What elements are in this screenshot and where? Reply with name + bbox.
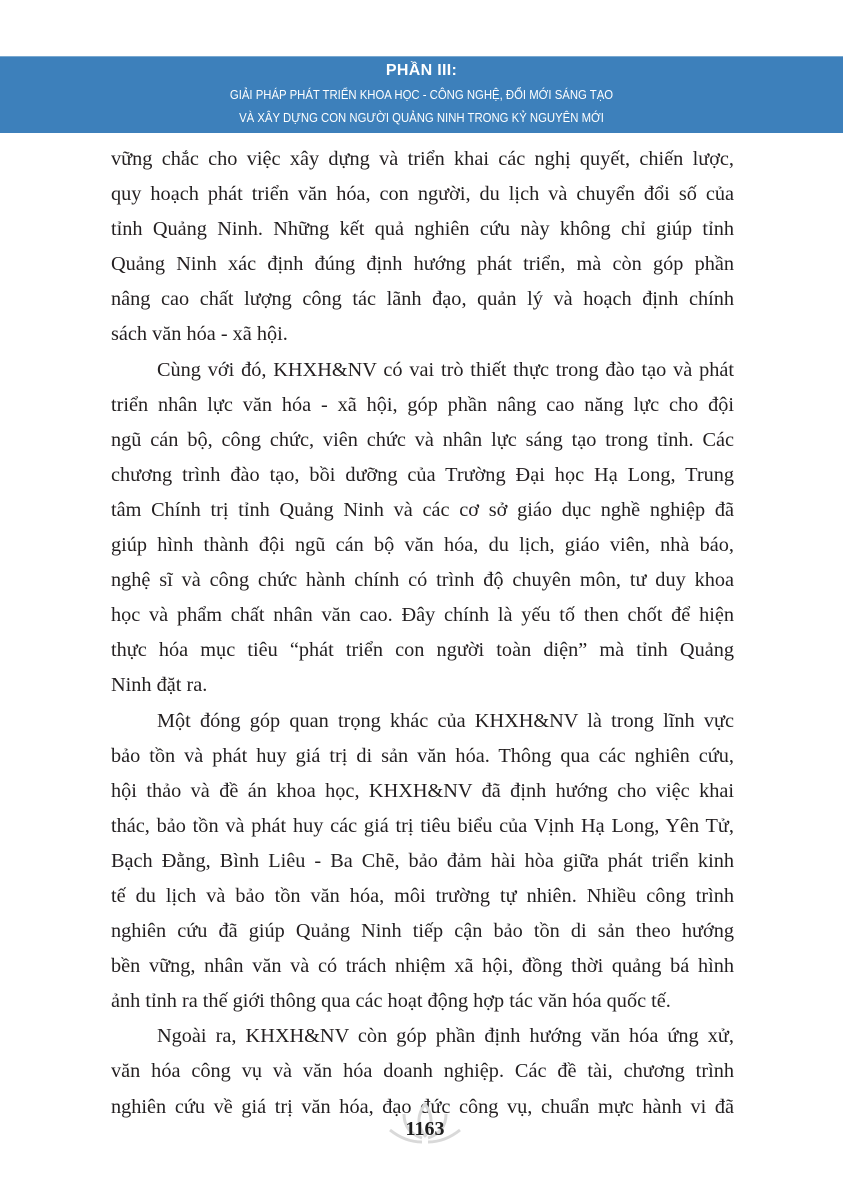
paragraph-2 [111, 353, 734, 704]
text-line: bảo tồn và phát huy giá trị di sản văn hóa. Thông qua các nghiên cứu, [111, 744, 734, 767]
text-line: nghệ sĩ và công chức hành chính có trình độ chuyên môn, tư duy khoa [111, 569, 734, 592]
text-line: tâm Chính trị tỉnh Quảng Ninh và các cơ sở giáo dục nghề nghiệp đã [111, 498, 734, 521]
body-text [111, 142, 734, 1125]
text-line: Ninh đặt ra. [111, 674, 208, 697]
text-line: quy hoạch phát triển văn hóa, con người, du lịch và chuyển đổi số của [111, 183, 734, 206]
part-subtitle-line-1: GIẢI PHÁP PHÁT TRIỂN KHOA HỌC - CÔNG NGHỆ, ĐỔI MỚI SÁNG TẠO [229, 87, 614, 102]
text-line: giúp hình thành đội ngũ cán bộ văn hóa, du lịch, giáo viên, nhà báo, [111, 534, 734, 557]
page-number: 1163 [405, 1118, 445, 1140]
text-line: thực hóa mục tiêu “phát triển con người toàn diện” mà tỉnh Quảng [111, 639, 734, 662]
text-line: triển nhân lực văn hóa - xã hội, góp phần nâng cao năng lực cho đội [111, 393, 734, 416]
text-line: nâng cao chất lượng công tác lãnh đạo, quản lý và hoạch định chính [111, 288, 734, 311]
text-line: ngũ cán bộ, công chức, viên chức và nhân lực sáng tạo trong tỉnh. Các [111, 428, 734, 451]
text-line: bền vững, nhân văn và có trách nhiệm xã hội, đồng thời quảng bá hình [111, 955, 734, 978]
text-line: ảnh tỉnh ra thế giới thông qua các hoạt động hợp tác văn hóa quốc tế. [111, 990, 671, 1013]
text-line: Ngoài ra, KHXH&NV còn góp phần định hướng văn hóa ứng xử, [157, 1025, 734, 1048]
text-line: Một đóng góp quan trọng khác của KHXH&NV là trong lĩnh vực [157, 709, 734, 732]
text-line: văn hóa công vụ và văn hóa doanh nghiệp. Các đề tài, chương trình [111, 1060, 734, 1083]
text-line: tỉnh Quảng Ninh. Những kết quả nghiên cứu này không chỉ giúp tỉnh [111, 218, 734, 241]
text-line: học và phẩm chất nhân văn cao. Đây chính là yếu tố then chốt để hiện [111, 604, 734, 627]
text-line: vững chắc cho việc xây dựng và triển khai các nghị quyết, chiến lược, [111, 148, 734, 170]
chapter-header [0, 56, 843, 133]
text-line: nghiên cứu về giá trị văn hóa, đạo đức công vụ, chuẩn mực hành vi đã [111, 1095, 734, 1118]
part-title: PHẦN III: [385, 62, 458, 79]
part-subtitle-line-2: VÀ XÂY DỰNG CON NGƯỜI QUẢNG NINH TRONG KỶ NGUYÊN MỚI [239, 110, 604, 125]
paragraph-1 [111, 142, 734, 353]
text-line: Bạch Đằng, Bình Liêu - Ba Chẽ, bảo đảm hài hòa giữa phát triển kinh [111, 849, 734, 872]
paragraph-3 [111, 704, 734, 1020]
text-line: Quảng Ninh xác định đúng định hướng phát triển, mà còn góp phần [111, 253, 734, 276]
text-line: tế du lịch và bảo tồn văn hóa, môi trường tự nhiên. Nhiều công trình [111, 884, 734, 907]
text-line: thác, bảo tồn và phát huy các giá trị tiêu biểu của Vịnh Hạ Long, Yên Tử, [111, 814, 734, 837]
text-line: nghiên cứu đã giúp Quảng Ninh tiếp cận bảo tồn di sản theo hướng [111, 920, 734, 943]
text-line: sách văn hóa - xã hội. [111, 323, 288, 346]
text-line: hội thảo và đề án khoa học, KHXH&NV đã định hướng cho việc khai [111, 779, 734, 802]
page-footer [380, 1098, 470, 1158]
text-line: chương trình đào tạo, bồi dưỡng của Trường Đại học Hạ Long, Trung [111, 463, 734, 486]
text-line: Cùng với đó, KHXH&NV có vai trò thiết thực trong đào tạo và phát [157, 358, 734, 381]
